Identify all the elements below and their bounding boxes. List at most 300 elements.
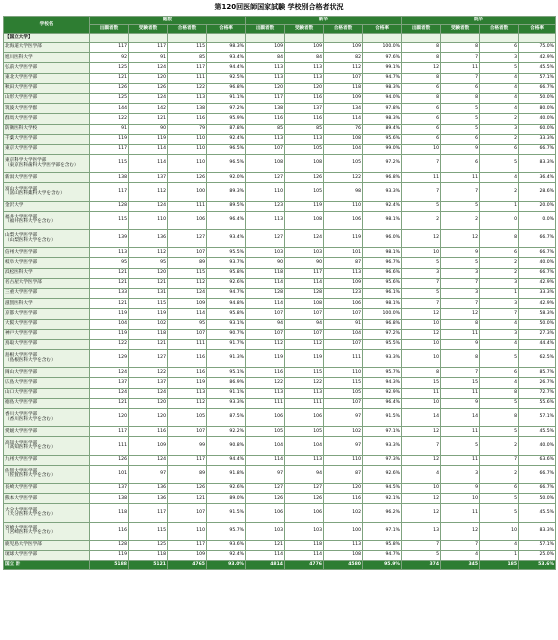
group-header-past: 既卒 [402, 17, 556, 25]
table-row [4, 409, 556, 427]
value-cell: 115 [285, 368, 324, 378]
value-cell: 107 [324, 309, 363, 319]
value-cell: 142 [129, 104, 168, 114]
value-cell: 122 [324, 173, 363, 183]
table-row [4, 319, 556, 329]
value-cell: 25.0% [519, 550, 556, 560]
value-cell: 89.4% [363, 124, 402, 134]
value-cell: 66.7% [519, 144, 556, 154]
value-cell: 96.7% [363, 258, 402, 268]
value-cell: 117 [90, 427, 129, 437]
value-cell: 102 [324, 504, 363, 522]
value-cell: 6 [441, 83, 480, 93]
value-cell: 7 [480, 455, 519, 465]
value-cell: 123 [246, 201, 285, 211]
value-cell: 7 [402, 183, 441, 201]
value-cell: 12 [441, 230, 480, 248]
value-cell: 3 [480, 329, 519, 339]
value-cell: 116 [168, 350, 207, 368]
value-cell: 42.9% [519, 299, 556, 309]
value-cell: 11 [441, 427, 480, 437]
table-body [4, 34, 556, 570]
table-row [4, 201, 556, 211]
value-cell: 113 [246, 134, 285, 144]
value-cell: 5 [480, 504, 519, 522]
value-cell: 50.0% [519, 319, 556, 329]
value-cell: 136 [129, 230, 168, 248]
value-cell: 9 [441, 144, 480, 154]
table-row [4, 483, 556, 493]
value-cell: 93.3% [207, 398, 246, 408]
school-name: 金沢大学 [4, 201, 90, 211]
value-cell: 10 [402, 319, 441, 329]
value-cell: 103 [246, 522, 285, 540]
value-cell: 4 [402, 465, 441, 483]
value-cell: 82 [324, 53, 363, 63]
value-cell: 137 [129, 173, 168, 183]
value-cell: 57.1% [519, 540, 556, 550]
value-cell: 75.0% [519, 43, 556, 53]
value-cell: 91.8% [207, 465, 246, 483]
school-name: 広島大学医学部 [4, 378, 90, 388]
value-cell: 110 [246, 183, 285, 201]
value-cell: 112 [285, 339, 324, 349]
value-cell: 11 [441, 504, 480, 522]
value-cell: 107 [168, 504, 207, 522]
value-cell: 114 [324, 114, 363, 124]
value-cell: 93.0% [207, 561, 246, 570]
value-cell: 137 [90, 483, 129, 493]
value-cell: 12 [441, 522, 480, 540]
value-cell: 126 [90, 83, 129, 93]
value-cell: 87.5% [207, 409, 246, 427]
value-cell: 139 [90, 230, 129, 248]
table-row [4, 350, 556, 368]
value-cell: 124 [129, 455, 168, 465]
value-cell: 113 [324, 268, 363, 278]
value-cell: 12 [402, 504, 441, 522]
value-cell: 8 [402, 368, 441, 378]
value-cell: 114 [246, 299, 285, 309]
column-header: 合格率 [363, 25, 402, 34]
school-name: 千葉大学医学部 [4, 134, 90, 144]
value-cell: 121 [90, 268, 129, 278]
value-cell: 106 [246, 504, 285, 522]
value-cell: 118 [129, 550, 168, 560]
table-row [4, 550, 556, 560]
value-cell: 2 [480, 437, 519, 455]
value-cell: 110 [168, 155, 207, 173]
value-cell: 93.7% [207, 258, 246, 268]
value-cell: 122 [90, 339, 129, 349]
value-cell: 2 [480, 268, 519, 278]
value-cell: 104 [324, 144, 363, 154]
value-cell: 66.7% [519, 230, 556, 248]
value-cell: 97.2% [363, 329, 402, 339]
value-cell: 120 [246, 83, 285, 93]
value-cell: 93.6% [207, 540, 246, 550]
value-cell: 85 [285, 124, 324, 134]
value-cell: 26.7% [519, 378, 556, 388]
value-cell: 7 [402, 278, 441, 288]
value-cell: 60.0% [519, 124, 556, 134]
value-cell: 5 [402, 550, 441, 560]
value-cell: 104 [246, 437, 285, 455]
value-cell: 114 [285, 550, 324, 560]
value-cell: 113 [285, 134, 324, 144]
value-cell: 5 [480, 350, 519, 368]
value-cell: 120 [285, 83, 324, 93]
value-cell: 76 [324, 124, 363, 134]
value-cell: 123 [324, 288, 363, 298]
value-cell: 126 [285, 494, 324, 504]
value-cell: 119 [285, 201, 324, 211]
value-cell: 111 [168, 73, 207, 83]
value-cell: 113 [324, 540, 363, 550]
value-cell: 128 [90, 201, 129, 211]
value-cell: 110 [324, 201, 363, 211]
value-cell: 127 [168, 230, 207, 248]
value-cell: 107 [324, 398, 363, 408]
value-cell: 12 [402, 230, 441, 248]
value-cell: 115 [90, 211, 129, 229]
value-cell: 7 [441, 183, 480, 201]
value-cell: 7 [441, 299, 480, 309]
value-cell: 14 [402, 409, 441, 427]
table-row [4, 398, 556, 408]
value-cell: 50.0% [519, 494, 556, 504]
value-cell: 5 [480, 398, 519, 408]
table-row [4, 173, 556, 183]
value-cell: 12 [402, 63, 441, 73]
table-row [4, 183, 556, 201]
value-cell: 108 [285, 299, 324, 309]
value-cell: 112 [129, 183, 168, 201]
value-cell: 9 [441, 483, 480, 493]
value-cell: 121 [129, 278, 168, 288]
value-cell: 8 [402, 93, 441, 103]
value-cell: 6 [480, 368, 519, 378]
value-cell: 2 [480, 258, 519, 268]
empty-cell [246, 34, 285, 43]
value-cell: 133 [90, 288, 129, 298]
value-cell: 12 [402, 455, 441, 465]
value-cell: 124 [129, 93, 168, 103]
value-cell: 110 [168, 144, 207, 154]
value-cell: 117 [246, 93, 285, 103]
value-cell: 93.1% [207, 319, 246, 329]
value-cell: 138 [168, 104, 207, 114]
value-cell: 114 [246, 278, 285, 288]
value-cell: 124 [90, 368, 129, 378]
value-cell: 8 [441, 43, 480, 53]
value-cell: 3 [441, 288, 480, 298]
value-cell: 114 [246, 550, 285, 560]
value-cell: 117 [90, 43, 129, 53]
value-cell: 1 [480, 201, 519, 211]
school-name: 防衛医科大学校 [4, 124, 90, 134]
value-cell: 84 [285, 53, 324, 63]
value-cell: 97 [324, 437, 363, 455]
table-row [4, 368, 556, 378]
value-cell: 6 [480, 43, 519, 53]
value-cell: 102 [324, 427, 363, 437]
school-name: 福井大学医学部 （福井医科大学を含む） [4, 211, 90, 229]
value-cell: 118 [129, 329, 168, 339]
table-row [4, 230, 556, 248]
value-cell: 99.0% [363, 144, 402, 154]
value-cell: 27.3% [519, 329, 556, 339]
value-cell: 104 [324, 329, 363, 339]
value-cell: 118 [324, 83, 363, 93]
value-cell: 112 [246, 339, 285, 349]
value-cell: 62.5% [519, 350, 556, 368]
value-cell: 3 [480, 299, 519, 309]
value-cell: 113 [168, 93, 207, 103]
value-cell: 97.6% [363, 53, 402, 63]
value-cell: 94 [285, 465, 324, 483]
value-cell: 105 [168, 409, 207, 427]
value-cell: 63.6% [519, 455, 556, 465]
value-cell: 113 [246, 388, 285, 398]
value-cell: 4 [480, 540, 519, 550]
value-cell: 7 [402, 540, 441, 550]
value-cell: 137 [129, 378, 168, 388]
value-cell: 80.0% [519, 104, 556, 114]
value-cell: 84 [246, 53, 285, 63]
value-cell: 94.0% [363, 93, 402, 103]
value-cell: 119 [129, 134, 168, 144]
value-cell: 106 [285, 409, 324, 427]
value-cell: 4 [480, 319, 519, 329]
value-cell: 66.7% [519, 483, 556, 493]
value-cell: 112 [168, 278, 207, 288]
value-cell: 109 [168, 299, 207, 309]
value-cell: 106 [168, 211, 207, 229]
value-cell: 116 [324, 494, 363, 504]
value-cell: 116 [246, 368, 285, 378]
value-cell: 111 [168, 201, 207, 211]
value-cell: 106 [246, 409, 285, 427]
value-cell: 9 [441, 339, 480, 349]
value-cell: 3 [441, 465, 480, 483]
value-cell: 10 [480, 522, 519, 540]
column-header: 合格率 [519, 25, 556, 34]
value-cell: 113 [246, 63, 285, 73]
value-cell: 2 [480, 465, 519, 483]
value-cell: 114 [285, 278, 324, 288]
value-cell: 4 [480, 104, 519, 114]
school-name: 旭川医科大学 [4, 53, 90, 63]
value-cell: 121 [246, 540, 285, 550]
empty-cell [441, 34, 480, 43]
school-name: 山梨大学医学部 （山梨医科大学を含む） [4, 230, 90, 248]
value-cell: 28.6% [519, 183, 556, 201]
value-cell: 96.8% [363, 173, 402, 183]
value-cell: 89.5% [207, 201, 246, 211]
value-cell: 95.6% [363, 278, 402, 288]
value-cell: 45.5% [519, 63, 556, 73]
value-cell: 94.7% [363, 73, 402, 83]
column-header: 出願者数 [90, 25, 129, 34]
value-cell: 96.4% [363, 398, 402, 408]
value-cell: 89.0% [207, 494, 246, 504]
school-header: 学校名 [4, 17, 90, 34]
value-cell: 90 [246, 258, 285, 268]
value-cell: 11 [441, 455, 480, 465]
value-cell: 8 [402, 43, 441, 53]
value-cell: 10 [441, 494, 480, 504]
value-cell: 119 [285, 350, 324, 368]
value-cell: 110 [168, 522, 207, 540]
value-cell: 6 [402, 134, 441, 144]
school-name: 大阪大学医学部 [4, 319, 90, 329]
value-cell: 131 [129, 288, 168, 298]
school-name: 大分大学医学部 （大分医科大学を含む） [4, 504, 90, 522]
school-name: 熊本大学医学部 [4, 494, 90, 504]
value-cell: 113 [285, 63, 324, 73]
value-cell: 116 [285, 114, 324, 124]
value-cell: 7 [402, 155, 441, 173]
value-cell: 114 [246, 455, 285, 465]
value-cell: 345 [441, 561, 480, 570]
school-name: 鳥取大学医学部 [4, 339, 90, 349]
value-cell: 89 [168, 465, 207, 483]
value-cell: 128 [246, 288, 285, 298]
table-row [4, 540, 556, 550]
value-cell: 111 [90, 437, 129, 455]
value-cell: 110 [129, 211, 168, 229]
value-cell: 109 [168, 550, 207, 560]
value-cell: 98.3% [363, 83, 402, 93]
value-cell: 121 [90, 299, 129, 309]
empty-cell [285, 34, 324, 43]
value-cell: 5 [441, 114, 480, 124]
value-cell: 100 [168, 183, 207, 201]
value-cell: 5 [402, 258, 441, 268]
value-cell: 5 [402, 288, 441, 298]
value-cell: 95.5% [207, 248, 246, 258]
value-cell: 124 [285, 230, 324, 248]
value-cell: 119 [324, 230, 363, 248]
value-cell: 136 [129, 494, 168, 504]
value-cell: 3 [480, 124, 519, 134]
value-cell: 97 [324, 409, 363, 427]
school-name: 佐賀大学医学部 （佐賀医科大学を含む） [4, 465, 90, 483]
school-name: 徳島大学医学部 [4, 398, 90, 408]
value-cell: 4 [480, 339, 519, 349]
value-cell: 8 [480, 388, 519, 398]
value-cell: 116 [246, 114, 285, 124]
value-cell: 91.1% [207, 93, 246, 103]
value-cell: 100.0% [363, 43, 402, 53]
value-cell: 3 [441, 268, 480, 278]
value-cell: 87 [324, 465, 363, 483]
table-row [4, 93, 556, 103]
value-cell: 108 [324, 134, 363, 144]
value-cell: 96.8% [207, 83, 246, 93]
value-cell: 91.7% [207, 339, 246, 349]
value-cell: 107 [285, 329, 324, 339]
value-cell: 13 [402, 522, 441, 540]
value-cell: 95.9% [363, 561, 402, 570]
value-cell: 117 [129, 43, 168, 53]
table-row [4, 378, 556, 388]
value-cell: 119 [90, 309, 129, 319]
value-cell: 91.5% [207, 504, 246, 522]
value-cell: 4814 [246, 561, 285, 570]
column-header: 受験者数 [285, 25, 324, 34]
table-row [4, 155, 556, 173]
empty-cell [168, 34, 207, 43]
value-cell: 94.7% [363, 550, 402, 560]
value-cell: 36.4% [519, 173, 556, 183]
value-cell: 96.6% [363, 268, 402, 278]
value-cell: 7 [480, 309, 519, 319]
value-cell: 103 [246, 248, 285, 258]
group-header-total: 総数 [90, 17, 246, 25]
value-cell: 124 [129, 388, 168, 398]
value-cell: 113 [285, 73, 324, 83]
empty-cell [519, 34, 556, 43]
value-cell: 83.3% [519, 155, 556, 173]
value-cell: 5188 [90, 561, 129, 570]
value-cell: 11 [441, 329, 480, 339]
section-row [4, 34, 556, 43]
value-cell: 117 [168, 63, 207, 73]
school-name: 宮崎大学医学部 （宮崎医科大学を含む） [4, 522, 90, 540]
column-header: 受験者数 [441, 25, 480, 34]
value-cell: 95 [129, 258, 168, 268]
table-row [4, 388, 556, 398]
value-cell: 112 [324, 63, 363, 73]
value-cell: 111 [246, 398, 285, 408]
value-cell: 93.3% [363, 183, 402, 201]
value-cell: 95.8% [363, 540, 402, 550]
school-name: 滋賀医科大学 [4, 299, 90, 309]
value-cell: 122 [285, 378, 324, 388]
value-cell: 92.2% [207, 427, 246, 437]
value-cell: 119 [129, 309, 168, 319]
school-name: 国立 計 [4, 561, 90, 570]
value-cell: 100.0% [363, 309, 402, 319]
value-cell: 91.3% [207, 350, 246, 368]
school-name: 長崎大学医学部 [4, 483, 90, 493]
value-cell: 120 [129, 73, 168, 83]
value-cell: 40.0% [519, 437, 556, 455]
value-cell: 5 [441, 437, 480, 455]
value-cell: 107 [168, 427, 207, 437]
table-row [4, 522, 556, 540]
school-name: 山形大学医学部 [4, 93, 90, 103]
value-cell: 2 [441, 211, 480, 229]
value-cell: 91 [90, 124, 129, 134]
table-row [4, 124, 556, 134]
value-cell: 115 [129, 299, 168, 309]
value-cell: 11 [402, 388, 441, 398]
value-cell: 96.1% [363, 288, 402, 298]
value-cell: 6 [402, 104, 441, 114]
value-cell: 94.4% [207, 63, 246, 73]
value-cell: 6 [402, 124, 441, 134]
table-row [4, 114, 556, 124]
table-row [4, 53, 556, 63]
value-cell: 8 [441, 93, 480, 103]
value-cell: 118 [246, 268, 285, 278]
value-cell: 125 [90, 93, 129, 103]
value-cell: 107 [168, 329, 207, 339]
value-cell: 5 [480, 155, 519, 173]
